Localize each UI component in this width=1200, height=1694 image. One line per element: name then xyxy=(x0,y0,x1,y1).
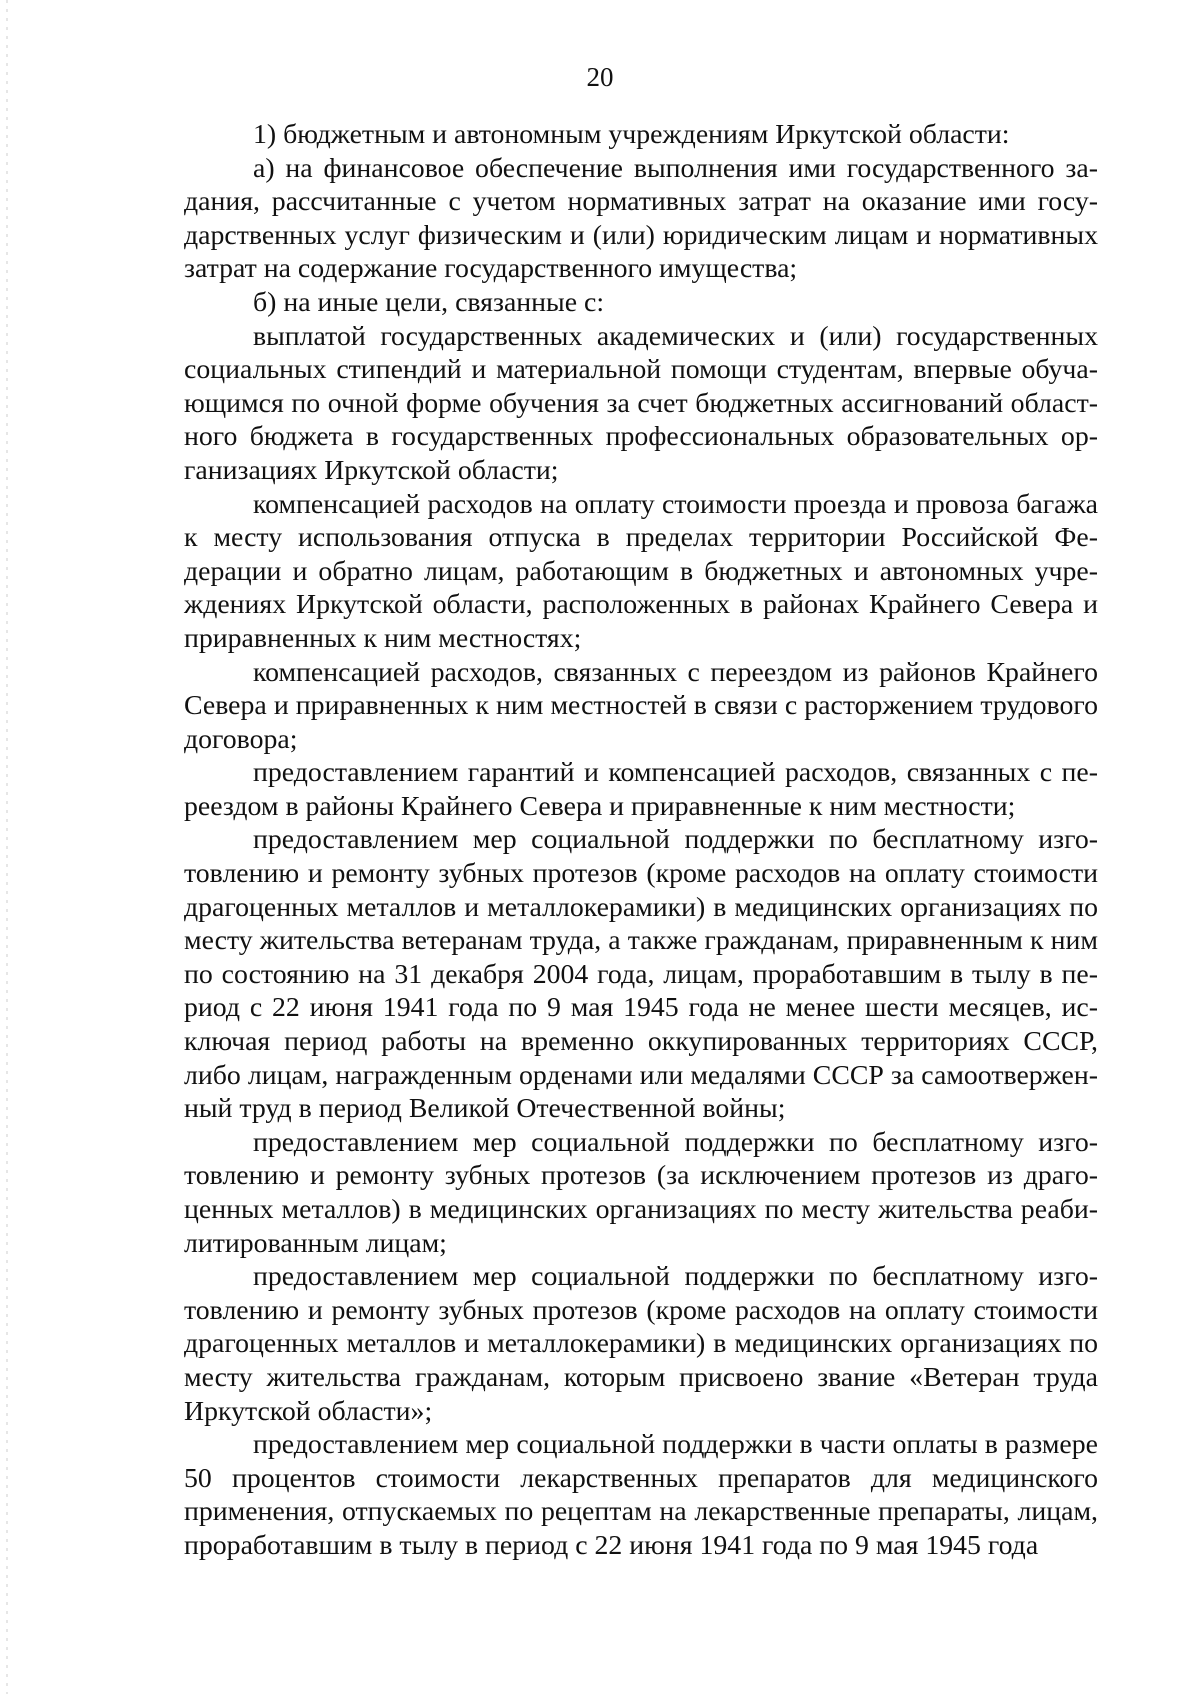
paragraph-3: б) на иные цели, связанные с: xyxy=(253,286,605,318)
paragraph-9: предоставлением мер социальной поддержки по бесплатному изготовлению и ремонту зубных протезов (за исключением протезов из драгоценных металлов) в медицинских организациях по месту жительства реабилитированным лицам; xyxy=(184,1126,1098,1259)
paragraph-1: 1) бюджетным и автономным учреждениям Иркутской области: xyxy=(253,119,1010,150)
paragraph-7: предоставлением гарантий и компенсацией расходов, связанных с переездом в районы Крайнего Севера и приравненные к ним местности; xyxy=(184,757,1098,822)
paragraph-6: компенсацией расходов, связанных с переездом из районов Крайнего Севера и приравненных к ним местностей в связи с расторжением трудового договора; xyxy=(184,656,1098,755)
paragraph-11: предоставлением мер социальной поддержки в части оплаты в размере 50 процентов стоимости лекарственных препаратов для медицинского применения, отпускаемых по рецептам на лекарственные препараты, лицам, проработавшим в тылу в период с 22 июня 1941 года по 9 мая 1945 года xyxy=(184,1429,1098,1561)
paragraph-8: предоставлением мер социальной поддержки по бесплатному изготовлению и ремонту зубных протезов (кроме расходов на оплату стоимости драгоценных металлов и металлокерамики) в медицинских организациях по месту жительства ветеранам труда, а также гражданам, приравненным к ним по состоянию на 31 декабря 2004 года, лицам, проработавшим в тылу в период с 22 июня 1941 года по 9 мая 1945 года не менее шести месяцев, исключая период работы на временно оккупированных территориях СССР, либо лицам, награжденным орденами или медалями СССР за самоотверженный труд в период Великой Отечественной войны; xyxy=(184,824,1098,1125)
paragraph-4: выплатой государственных академических и (или) государственных социальных стипендий и материальной помощи студентам, впервые обучающимся по очной форме обучения за счет бюджетных ассигнований областного бюджета в государственных профессиональных образовательных организациях Иркутской области; xyxy=(184,320,1098,486)
paragraph-5: компенсацией расходов на оплату стоимости проезда и провоза багажа к месту использования отпуска в пределах территории Российской Федерации и обратно лицам, работающим в бюджетных и автономных учреждениях Иркутской области, расположенных в районах Крайнего Севера и приравненных к ним местностях; xyxy=(184,488,1098,654)
paragraph-2: а) на финансовое обеспечение выполнения ими государственного задания, рассчитанные с учетом нормативных затрат на оказание ими государственных услуг физическим и (или) юридическим лицам и нормативных затрат на содержание государственного имущества; xyxy=(184,152,1098,285)
document-body xyxy=(184,118,1098,1563)
scan-edge-mark xyxy=(6,0,8,1694)
paragraph-10: предоставлением мер социальной поддержки по бесплатному изготовлению и ремонту зубных протезов (кроме расходов на оплату стоимости драгоценных металлов и металлокерамики) в медицинских организациях по месту жительства гражданам, которым присвоено звание «Ветеран труда Иркутской области»; xyxy=(184,1261,1098,1427)
page-number: 20 xyxy=(586,62,614,92)
